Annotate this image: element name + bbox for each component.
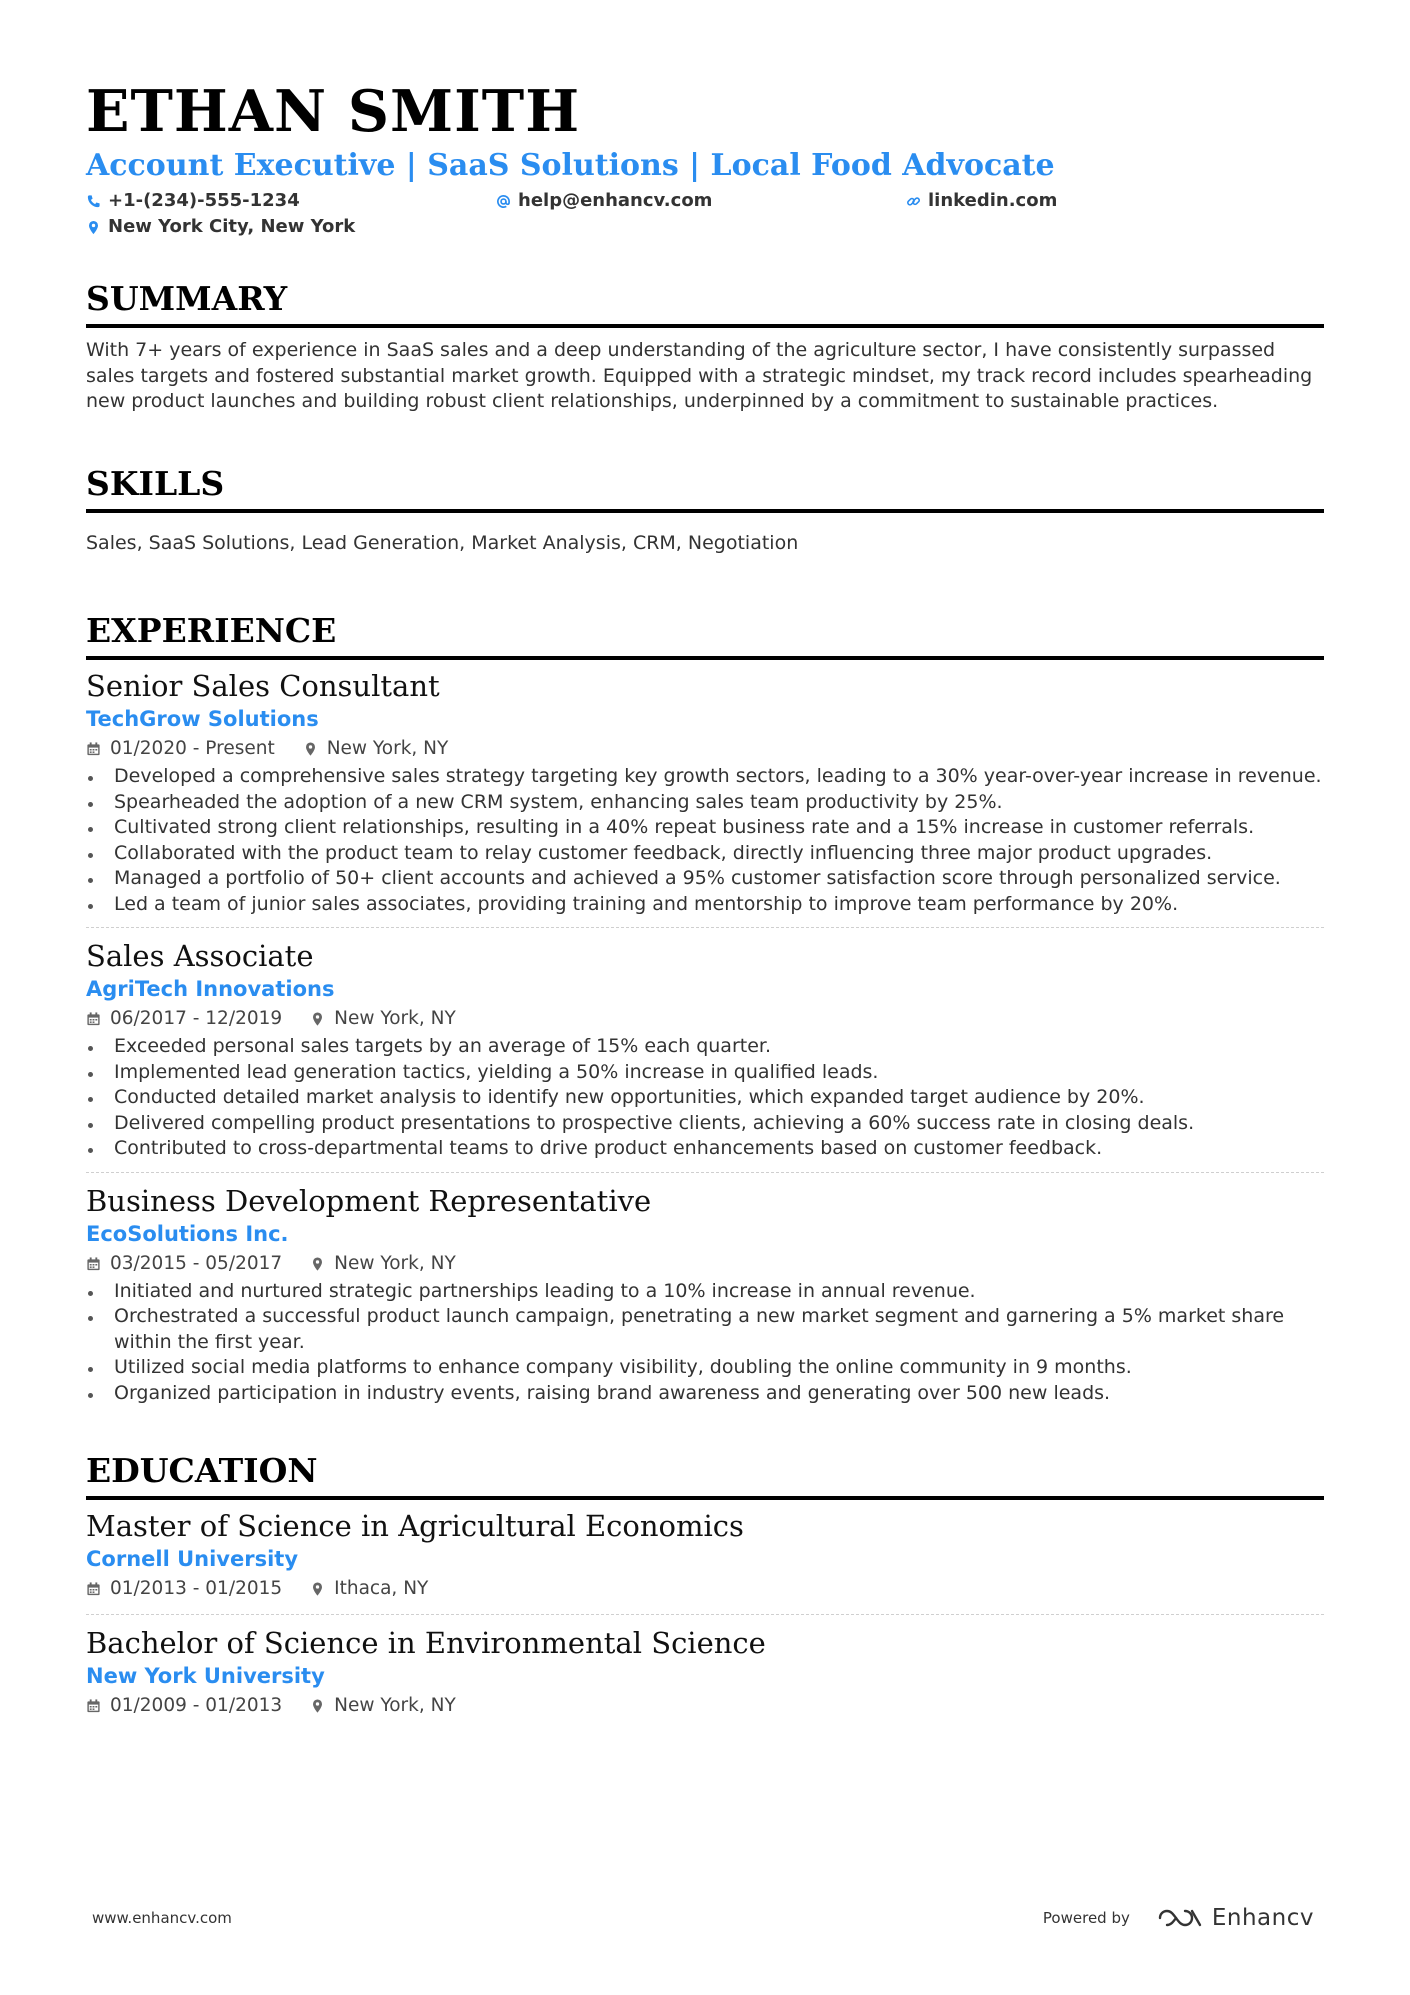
list-item: Collaborated with the product team to relay customer feedback, directly influencing three major product upgrades. — [86, 841, 1324, 867]
location-pin-icon — [86, 220, 101, 235]
meta-row — [86, 1691, 1324, 1721]
location-text: Ithaca, NY — [334, 1578, 429, 1599]
contact-row — [86, 188, 1324, 214]
meta-row — [86, 1249, 1324, 1279]
skills-title: SKILLS — [86, 463, 1324, 513]
location-pin-icon — [310, 1698, 325, 1714]
list-item: Exceeded personal sales targets by an average of 15% each quarter. — [86, 1034, 1324, 1060]
divider — [86, 1172, 1324, 1173]
linkedin-text[interactable]: linkedin.com — [928, 190, 1058, 211]
achievement-list — [86, 764, 1324, 917]
phone-icon — [86, 194, 101, 209]
list-item: Conducted detailed market analysis to identify new opportunities, which expanded target audience by 20%. — [86, 1085, 1324, 1111]
list-item: Delivered compelling product presentations to prospective clients, achieving a 60% success rate in closing deals. — [86, 1111, 1324, 1137]
list-item: Managed a portfolio of 50+ client accounts and achieved a 95% customer satisfaction score through personalized service. — [86, 866, 1324, 892]
education-title: EDUCATION — [86, 1450, 1324, 1500]
enhancv-logo-icon — [1156, 1906, 1204, 1930]
location — [310, 1004, 456, 1034]
achievement-list — [86, 1279, 1324, 1407]
list-item: Initiated and nurtured strategic partnerships leading to a 10% increase in annual revenue. — [86, 1279, 1324, 1305]
meta-row — [86, 1004, 1324, 1034]
dates — [86, 1691, 282, 1721]
dates — [86, 1004, 282, 1034]
location-pin-icon — [310, 1256, 325, 1272]
candidate-name: ETHAN SMITH — [86, 78, 581, 145]
brand[interactable] — [1156, 1905, 1314, 1931]
link-icon — [906, 194, 921, 209]
location — [303, 734, 449, 764]
powered-by-label: Powered by — [1042, 1909, 1130, 1927]
location-text: New York, NY — [334, 1008, 456, 1029]
meta-row — [86, 734, 1324, 764]
job-entry — [86, 668, 1324, 917]
school-name[interactable]: Cornell University — [86, 1547, 299, 1571]
list-item: Cultivated strong client relationships, resulting in a 40% repeat business rate and a 15% increase in customer referrals. — [86, 815, 1324, 841]
location-pin-icon — [310, 1011, 325, 1027]
footer — [92, 1905, 1314, 1931]
divider — [86, 927, 1324, 928]
calendar-icon — [86, 741, 101, 757]
location — [310, 1574, 428, 1604]
calendar-icon — [86, 1581, 101, 1597]
contact-row-2 — [86, 214, 1324, 240]
footer-url[interactable]: www.enhancv.com — [92, 1909, 232, 1927]
phone-text: +1-(234)-555-1234 — [108, 190, 300, 211]
degree-title: Bachelor of Science in Environmental Science — [86, 1626, 766, 1660]
company-name[interactable]: TechGrow Solutions — [86, 707, 319, 731]
divider — [86, 1614, 1324, 1615]
list-item: Orchestrated a successful product launch campaign, penetrating a new market segment and garnering a 5% market share within the first year. — [86, 1304, 1324, 1355]
dates — [86, 1249, 282, 1279]
dates — [86, 1574, 282, 1604]
list-item: Spearheaded the adoption of a new CRM system, enhancing sales team productivity by 25%. — [86, 790, 1324, 816]
headline: Account Executive | SaaS Solutions | Local Food Advocate — [86, 148, 1055, 183]
dates-text: 03/2015 - 05/2017 — [110, 1252, 283, 1274]
company-name[interactable]: AgriTech Innovations — [86, 977, 335, 1001]
skills-text: Sales, SaaS Solutions, Lead Generation, Market Analysis, CRM, Negotiation — [86, 531, 799, 554]
at-icon — [496, 194, 511, 209]
job-title: Senior Sales Consultant — [86, 669, 440, 703]
list-item: Contributed to cross-departmental teams to drive product enhancements based on customer feedback. — [86, 1136, 1324, 1162]
company-name[interactable]: EcoSolutions Inc. — [86, 1221, 289, 1246]
location-text: New York, NY — [334, 1252, 456, 1274]
email-text[interactable]: help@enhancv.com — [518, 190, 713, 211]
location-text: New York City, New York — [108, 216, 356, 237]
dates-text: 01/2009 - 01/2013 — [110, 1695, 283, 1716]
contact-location — [86, 214, 355, 240]
location — [310, 1249, 456, 1279]
location-text: New York, NY — [326, 738, 449, 759]
list-item: Developed a comprehensive sales strategy targeting key growth sectors, leading to a 30% year-over-year increase in revenue. — [86, 764, 1324, 790]
calendar-icon — [86, 1011, 101, 1027]
dates-text: 06/2017 - 12/2019 — [110, 1008, 283, 1029]
dates-text: 01/2013 - 01/2015 — [110, 1578, 283, 1599]
contact-linkedin[interactable] — [906, 188, 1057, 214]
education-entry — [86, 1625, 1324, 1721]
school-name[interactable]: New York University — [86, 1664, 325, 1688]
education-list — [86, 1508, 1324, 1721]
list-item: Led a team of junior sales associates, providing training and mentorship to improve team performance by 20%. — [86, 892, 1324, 918]
summary-text: With 7+ years of experience in SaaS sales and a deep understanding of the agriculture sector, I have consistently surpassed sales targets and fostered substantial market growth. Equipped with a strategic mindset, my track record includes spearheading new product launches and building robust client relationships, underpinned by a commitment to sustainable practices. — [86, 339, 1313, 412]
summary-title: SUMMARY — [86, 278, 1324, 328]
dates — [86, 734, 275, 764]
list-item: Organized participation in industry events, raising brand awareness and generating over 500 new leads. — [86, 1381, 1324, 1407]
dates-text: 01/2020 - Present — [110, 738, 275, 759]
job-title: Sales Associate — [86, 939, 314, 973]
calendar-icon — [86, 1256, 101, 1272]
contact-email[interactable] — [496, 188, 906, 214]
location-pin-icon — [310, 1581, 325, 1597]
experience-list — [86, 668, 1324, 1406]
job-entry — [86, 1183, 1324, 1407]
degree-title: Master of Science in Agricultural Economics — [86, 1509, 744, 1543]
job-entry — [86, 938, 1324, 1162]
calendar-icon — [86, 1698, 101, 1714]
powered-by — [1043, 1905, 1314, 1931]
experience-title: EXPERIENCE — [86, 610, 1324, 660]
list-item: Implemented lead generation tactics, yielding a 50% increase in qualified leads. — [86, 1060, 1324, 1086]
list-item: Utilized social media platforms to enhance company visibility, doubling the online community in 9 months. — [86, 1355, 1324, 1381]
brand-name: Enhancv — [1211, 1905, 1314, 1931]
location-pin-icon — [303, 741, 318, 757]
achievement-list — [86, 1034, 1324, 1162]
location-text: New York, NY — [334, 1695, 456, 1716]
contact-phone — [86, 188, 496, 214]
job-title: Business Development Representative — [86, 1183, 652, 1218]
meta-row — [86, 1574, 1324, 1604]
location — [310, 1691, 456, 1721]
education-entry — [86, 1508, 1324, 1604]
